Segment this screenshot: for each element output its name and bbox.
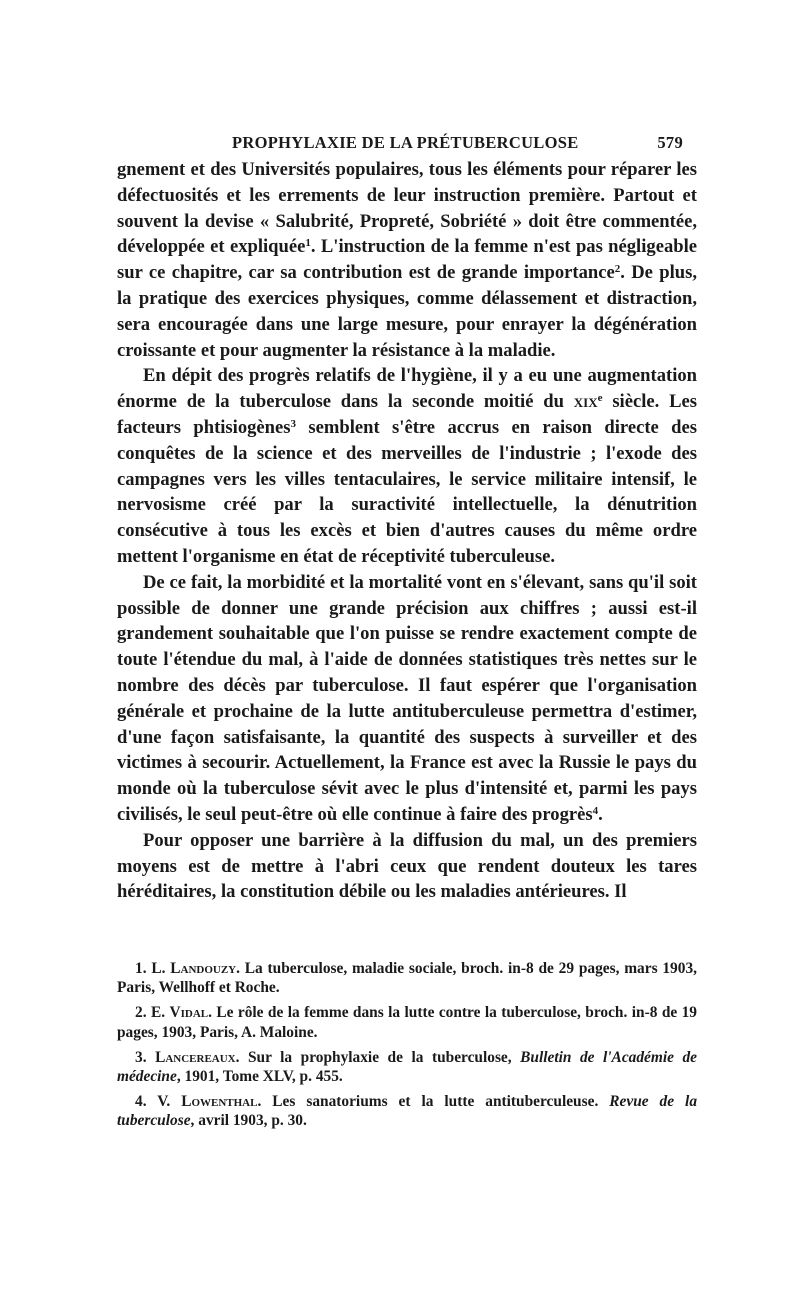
superscript: 4 bbox=[592, 804, 599, 817]
text-run: 2. E. bbox=[135, 1004, 170, 1022]
italic-title: Bulletin de l'Académie de médecine bbox=[117, 1048, 697, 1086]
paragraph bbox=[117, 570, 697, 828]
footnote bbox=[117, 1092, 697, 1130]
text-run: 3. bbox=[135, 1048, 156, 1066]
page-number: 579 bbox=[657, 133, 683, 152]
text-run: De ce fait, la morbidité et la mortalité vont en s'élevant, sans qu'il soit possible de donner une grande précision aux chiffres ; aussi est-il grandement souhaitable que l'on puisse se rendre exactement compte de toute l'étendue du mal, à l'aide de données statistiques très nettes sur le nombre des décès par tuberculose. Il faut espérer que l'organisation générale et prochaine de la lutte antituberculeuse permettra d'estimer, d'une façon satisfaisante, la quantité des suspects à surveiller et des victimes à secourir. Actuellement, la France est avec la Russie le pays du monde où la tuberculose sévit avec le plus d'intensité et, parmi les pays civilisés, le seul peut-être où elle continue à faire des progrès bbox=[117, 571, 697, 825]
text-run: siècle. Les facteurs phtisiogènes bbox=[117, 391, 697, 438]
text-run: 1. L. bbox=[135, 960, 171, 977]
text-run: 4. V. bbox=[135, 1093, 182, 1111]
footnotes bbox=[117, 959, 697, 1137]
paragraph bbox=[117, 363, 697, 569]
paragraph bbox=[117, 828, 697, 905]
author-name: Landouzy bbox=[170, 960, 237, 977]
text-run: semblent s'être accrus en raison directe des conquêtes de la science et des merveilles de l'industrie ; l'exode des campagnes vers les villes tentaculaires, le service militaire intensif, le nervosisme créé par la suractivité intellectuelle, la dénutrition consécutive à tous les excès et bien d'autres causes du même ordre mettent l'organisme en état de réceptivité tuberculeuse. bbox=[117, 416, 697, 567]
running-head-title: PROPHYLAXIE DE LA PRÉTUBERCULOSE bbox=[232, 133, 579, 152]
text-run: En dépit des progrès relatifs de l'hygiène, il y a eu une augmentation énorme de la tuberculose dans la seconde moitié du bbox=[117, 365, 697, 413]
footnote bbox=[117, 959, 697, 997]
text-run: gnement et des Universités populaires, tous les éléments pour réparer les défectuosités et les errements de leur instruction première. Partout et souvent la devise « Salubrité, Propreté, Sobriété » doit être commentée, développée et expliquée bbox=[117, 159, 697, 258]
author-name: Lancereaux bbox=[155, 1048, 236, 1066]
running-head bbox=[117, 133, 697, 157]
text-run: . Sur la prophylaxie de la tuberculose, bbox=[235, 1048, 521, 1066]
text-run: Pour opposer une barrière à la diffusion du mal, un des premiers moyens est de mettre à l'abri ceux que rendent douteux les tares héréditaires, la constitution débile ou les maladies antérieures. Il bbox=[117, 829, 697, 903]
superscript: 1 bbox=[305, 237, 311, 250]
text-run: , 1901, Tome XLV, p. 455. bbox=[176, 1068, 343, 1086]
italic-title: Revue de la tuberculose bbox=[117, 1093, 698, 1130]
text-run: , avril 1903, p. 30. bbox=[190, 1112, 307, 1130]
author-name: xix bbox=[573, 391, 598, 413]
text-run: . Les sanatoriums et la lutte antituberculeuse. bbox=[257, 1093, 610, 1111]
superscript: 3 bbox=[290, 417, 297, 430]
text-run: . De plus, la pratique des exercices physiques, comme délassement et distraction, sera encouragée dans une large mesure, pour enrayer la dégénération croissante et pour augmenter la résistance à la maladie. bbox=[117, 262, 698, 361]
superscript: 2 bbox=[614, 263, 621, 276]
author-name: Lowenthal bbox=[181, 1093, 258, 1111]
text-run: . La tuberculose, maladie sociale, broch. in-8 de 29 pages, mars 1903, Paris, Wellhoff et Roche. bbox=[117, 960, 697, 997]
footnote bbox=[117, 1003, 697, 1041]
book-page bbox=[117, 133, 698, 1130]
author-name: Vidal bbox=[169, 1004, 209, 1022]
paragraph bbox=[117, 157, 697, 363]
superscript: e bbox=[597, 392, 603, 405]
text-run: . Le rôle de la femme dans la lutte contre la tuberculose, broch. in-8 de 19 pages, 1903, Paris, A. Maloine. bbox=[117, 1004, 698, 1041]
text-run: . bbox=[598, 803, 603, 825]
footnote bbox=[117, 1048, 697, 1086]
body-text bbox=[117, 157, 697, 905]
text-run: . L'instruction de la femme n'est pas négligeable sur ce chapitre, car sa contribution est de grande importance bbox=[117, 236, 697, 284]
